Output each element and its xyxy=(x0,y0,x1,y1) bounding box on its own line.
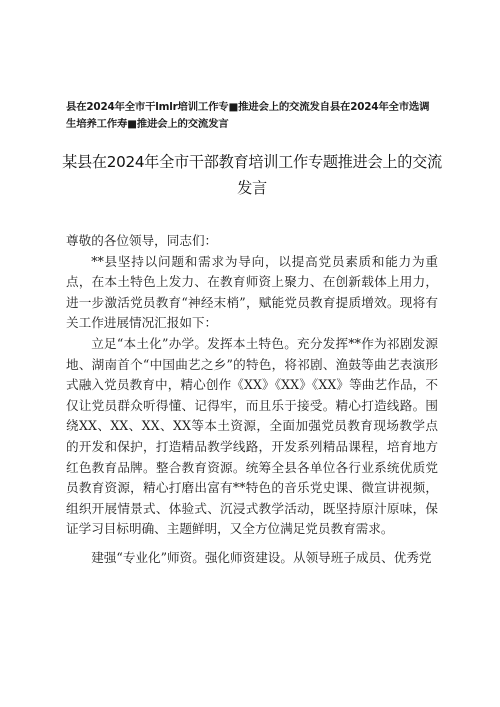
salutation: 尊敬的各位领导，同志们： xyxy=(66,233,218,248)
document-body xyxy=(66,231,438,569)
body-paragraph-2: 立足“本土化”办学。发挥本土特色。充分发挥**作为祁剧发源地、湖南首个“中国曲艺之乡”的特色，将祁剧、渔鼓等曲艺表演形式融入党员教育中，精心创作《XX》《XX》《XX》等曲艺作品，不仅让党员群众听得懂、记得牢，而且乐于接受。精心打造线路。围绕XX、XX、XX、XX等本土资源，全面加强党员教育现场教学点的开发和保护，打造精品教学线路，开发系列精品课程，培育地方红色教育品牌。整合教育资源。统筹全县各单位各行业系统优质党员教育资源，精心打磨出富有**特色的音乐党史课、微宣讲视频，组织开展情景式、体验式、沉浸式教学活动，既坚持原汁原味，保证学习目标明确、主题鲜明，又全方位满足党员教育需求。 xyxy=(66,335,438,537)
body-paragraph-1: **县坚持以问题和需求为导向，以提高党员素质和能力为重点，在本土特色上发力、在教育师资上聚力、在创新载体上用力，进一步激活党员教育“神经末梢”，赋能党员教育提质增效。现将有关工作进展情况汇报如下： xyxy=(66,253,438,331)
body-paragraph-3: 建强“专业化”师资。强化师资建设。从领导班子成员、优秀党 xyxy=(91,549,432,565)
document-header-title: 县在2024年全市干lmlr培训工作专■推进会上的交流发自县在2024年全市选调生培养工作寿■推进会上的交流发言 xyxy=(66,101,430,130)
page-title: 某县在2024年全市干部教育培训工作专题推进会上的交流发言 xyxy=(62,153,442,197)
